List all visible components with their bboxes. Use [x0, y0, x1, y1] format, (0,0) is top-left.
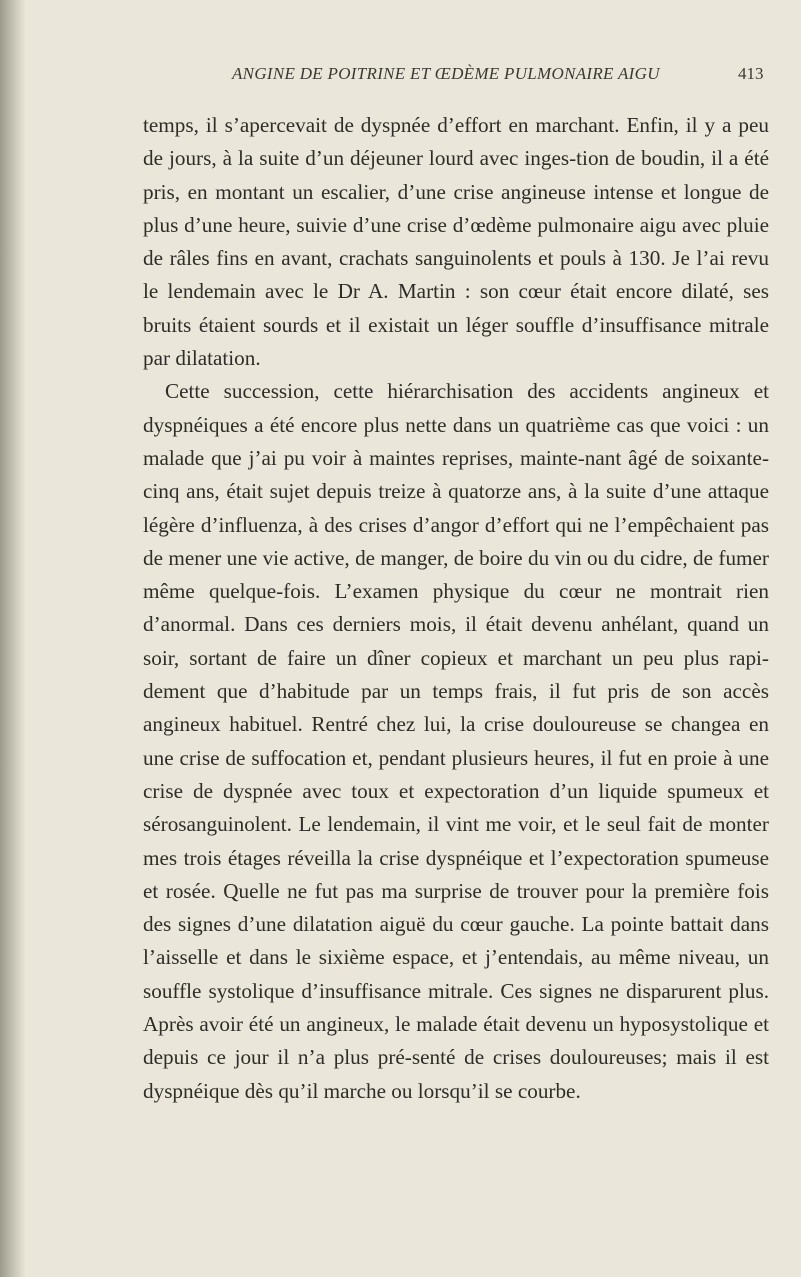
- paragraph-fourth-case: Cette succession, cette hiérarchisation des accidents angineux et dyspnéiques a été encore plus nette dans un quatrième cas que voici : un malade que j’ai pu voir à maintes reprises, mainte-nant âgé de soixante-cinq ans, était sujet depuis treize à quatorze ans, à la suite d’une attaque légère d’influenza, à des crises d’angor d’effort qui ne l’empêchaient pas de mener une vie active, de manger, de boire du vin ou du cidre, de fumer même quelque-fois. L’examen physique du cœur ne montrait rien d’anormal. Dans ces derniers mois, il était devenu anhélant, quand un soir, sortant de faire un dîner copieux et marchant un peu plus rapi-dement que d’habitude par un temps frais, il fut pris de son accès angineux habituel. Rentré chez lui, la crise douloureuse se changea en une crise de suffocation et, pendant plusieurs heures, il fut en proie à une crise de dyspnée avec toux et expectoration d’un liquide spumeux et sérosanguinolent. Le lendemain, il vint me voir, et le seul fait de monter mes trois étages réveilla la crise dyspnéique et l’expectoration spumeuse et rosée. Quelle ne fut pas ma surprise de trouver pour la première fois des signes d’une dilatation aiguë du cœur gauche. La pointe battait dans l’aisselle et dans le sixième espace, et j’entendais, au même niveau, un souffle systolique d’insuffisance mitrale. Ces signes ne disparurent plus. Après avoir été un angineux, le malade était devenu un hyposystolique et depuis ce jour il n’a plus pré-senté de crises douloureuses; mais il est dyspnéique dès qu’il marche ou lorsqu’il se courbe.: [143, 379, 769, 1103]
- running-title: ANGINE DE POITRINE ET ŒDÈME PULMONAIRE AIGU: [232, 64, 660, 83]
- page-body: [143, 109, 769, 1108]
- page-number: 413: [738, 64, 764, 83]
- paragraph-continuation: temps, il s’apercevait de dyspnée d’effort en marchant. Enfin, il y a peu de jours, à la suite d’un déjeuner lourd avec inges-tion de boudin, il a été pris, en montant un escalier, d’une crise angineuse intense et longue de plus d’une heure, suivie d’une crise d’œdème pulmonaire aigu avec pluie de râles fins en avant, crachats sanguinolents et pouls à 130. Je l’ai revu le lendemain avec le Dr A. Martin : son cœur était encore dilaté, ses bruits étaient sourds et il existait un léger souffle d’insuffisance mitrale par dilatation.: [143, 113, 769, 371]
